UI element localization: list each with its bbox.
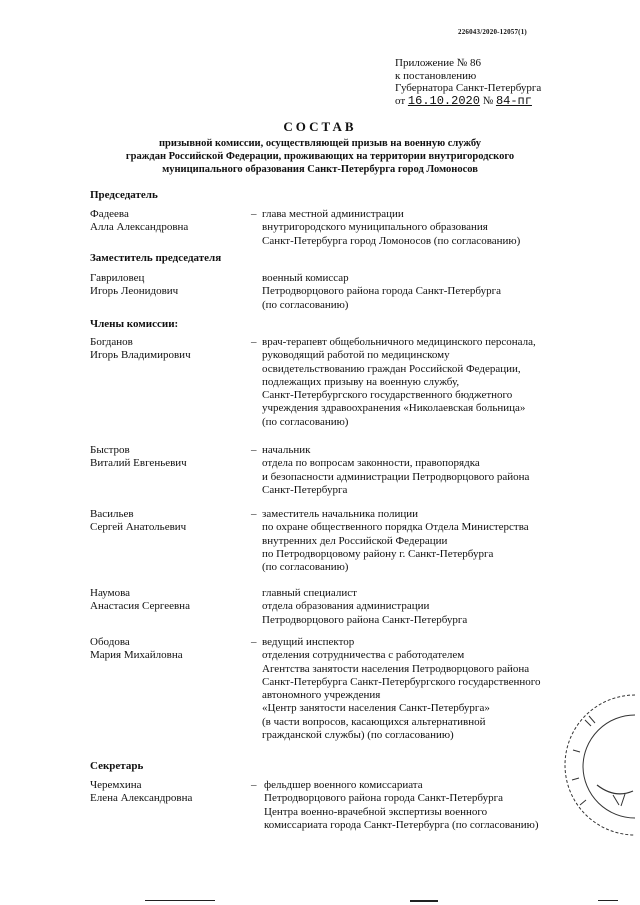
member-surname: Фадеева: [90, 208, 129, 220]
position-line: руководящий работой по медицинскому: [262, 349, 450, 362]
position-line: (по согласованию): [262, 561, 349, 574]
position-line: Санкт-Петербурга город Ломоносов (по согласованию): [262, 234, 521, 247]
appendix-block: [395, 57, 541, 107]
member-name: [90, 587, 190, 613]
position-line: Санкт-Петербурга Санкт-Петербургского государственного: [262, 675, 541, 688]
position-line: комиссариата города Санкт-Петербурга (по согласованию): [264, 818, 539, 831]
position-line: Санкт-Петербурга: [262, 483, 348, 496]
member-position: [262, 336, 536, 429]
scan-artifact-line: [598, 900, 618, 901]
position-line: «Центр занятости населения Санкт-Петербурга»: [262, 702, 490, 715]
position-line: отдела образования администрации: [262, 600, 430, 613]
member-name: [90, 444, 187, 470]
member-name: [90, 508, 186, 534]
document-number: 226043/2020-12057(1): [458, 28, 527, 36]
seal-stamp-icon: [525, 690, 640, 840]
member-name: [90, 779, 192, 805]
section-heading-chair: Председатель: [90, 189, 158, 201]
position-line: Санкт-Петербургского государственного бюджетного: [262, 389, 513, 402]
appendix-line: к постановлению: [395, 69, 477, 82]
member-position: [262, 444, 529, 497]
position-line: автономного учреждения: [262, 689, 381, 702]
document-subtitle: [0, 137, 640, 176]
member-given-name: Анастасия Сергеевна: [90, 600, 190, 612]
appendix-line: Губернатора Санкт-Петербурга: [395, 82, 542, 94]
member-position: [262, 508, 529, 574]
section-heading-deputy: Заместитель председателя: [90, 252, 222, 264]
position-line: ведущий инспектор: [262, 636, 355, 648]
position-line: учреждения здравоохранения «Николаевская больница»: [262, 402, 526, 415]
document-title: СОСТАВ: [283, 119, 357, 134]
subtitle-line: муниципального образования Санкт-Петербурга город Ломоносов: [162, 164, 478, 175]
position-line: и безопасности администрации Петродворцового района: [262, 470, 530, 483]
member-name: [90, 272, 178, 298]
position-line: Петродворцового района Санкт-Петербурга: [262, 613, 468, 626]
appendix-date-line: [395, 95, 541, 108]
dash: –: [251, 779, 257, 791]
position-line: Петродворцового района города Санкт-Петербурга: [262, 285, 501, 298]
position-line: (по согласованию): [262, 298, 349, 311]
position-line: глава местной администрации: [262, 208, 404, 220]
position-line: подлежащих призыву на военную службу,: [262, 375, 460, 388]
member-surname: Черемхина: [90, 779, 142, 791]
member-name: [90, 336, 191, 362]
position-line: врач-терапевт общебольничного медицинского персонала,: [262, 336, 536, 348]
member-given-name: Мария Михайловна: [90, 649, 183, 661]
member-given-name: Игорь Владимирович: [90, 349, 191, 361]
position-line: военный комиссар: [262, 272, 349, 284]
member-given-name: Елена Александровна: [90, 792, 193, 804]
member-given-name: Виталий Евгеньевич: [90, 457, 187, 469]
decree-date: 16.10.2020: [407, 93, 480, 108]
subtitle-line: граждан Российской Федерации, проживающих на территории внутригородского: [125, 151, 515, 162]
member-name: [90, 636, 183, 662]
position-line: гражданской службы) (по согласованию): [262, 729, 454, 742]
number-prefix: №: [482, 94, 494, 107]
position-line: (в части вопросов, касающихся альтернативной: [262, 715, 486, 728]
position-line: Агентства занятости населения Петродворцового района: [262, 662, 530, 675]
position-line: Центра военно-врачебной экспертизы военного: [264, 805, 488, 818]
position-line: главный специалист: [262, 587, 357, 599]
dash: –: [251, 208, 257, 220]
section-heading-secretary: Секретарь: [90, 760, 144, 772]
member-surname: Ободова: [90, 636, 130, 648]
dash: –: [251, 444, 257, 456]
member-given-name: Алла Александровна: [90, 221, 189, 233]
member-given-name: Сергей Анатольевич: [90, 521, 187, 533]
subtitle-line: призывной комиссии, осуществляющей призыв на военную службу: [159, 138, 481, 149]
member-surname: Гавриловец: [90, 272, 145, 284]
position-line: отделения сотрудничества с работодателем: [262, 649, 465, 662]
member-position: [262, 636, 541, 742]
date-prefix: от: [395, 94, 406, 107]
dash: –: [251, 508, 257, 520]
member-position: [262, 587, 467, 627]
position-line: заместитель начальника полиции: [262, 508, 419, 520]
member-surname: Васильев: [90, 508, 134, 520]
appendix-line: Приложение № 86: [395, 57, 482, 69]
position-line: (по согласованию): [262, 415, 349, 428]
member-given-name: Игорь Леонидович: [90, 285, 179, 297]
dash: –: [251, 636, 257, 648]
member-surname: Богданов: [90, 336, 133, 348]
position-line: отдела по вопросам законности, правопорядка: [262, 457, 480, 470]
position-line: по охране общественного порядка Отдела Министерства: [262, 521, 529, 534]
position-line: по Петродворцовому району г. Санкт-Петербурга: [262, 547, 494, 560]
position-line: фельдшер военного комиссариата: [264, 779, 423, 791]
position-line: внутренних дел Российской Федерации: [262, 534, 448, 547]
member-surname: Быстров: [90, 444, 130, 456]
position-line: внутригородского муниципального образования: [262, 221, 488, 234]
member-name: [90, 208, 188, 234]
scan-artifact-line: [145, 900, 215, 901]
member-surname: Наумова: [90, 587, 131, 599]
decree-number: 84-пг: [495, 93, 532, 108]
member-position: [262, 272, 501, 312]
scan-artifact-line: [410, 900, 438, 902]
dash: –: [251, 336, 257, 348]
position-line: Петродворцового района города Санкт-Петербурга: [264, 792, 503, 805]
section-heading-members: Члены комиссии:: [90, 318, 179, 330]
position-line: освидетельствованию граждан Российской Федерации,: [262, 362, 521, 375]
member-position: [264, 779, 539, 832]
member-position: [262, 208, 520, 248]
position-line: начальник: [262, 444, 311, 456]
